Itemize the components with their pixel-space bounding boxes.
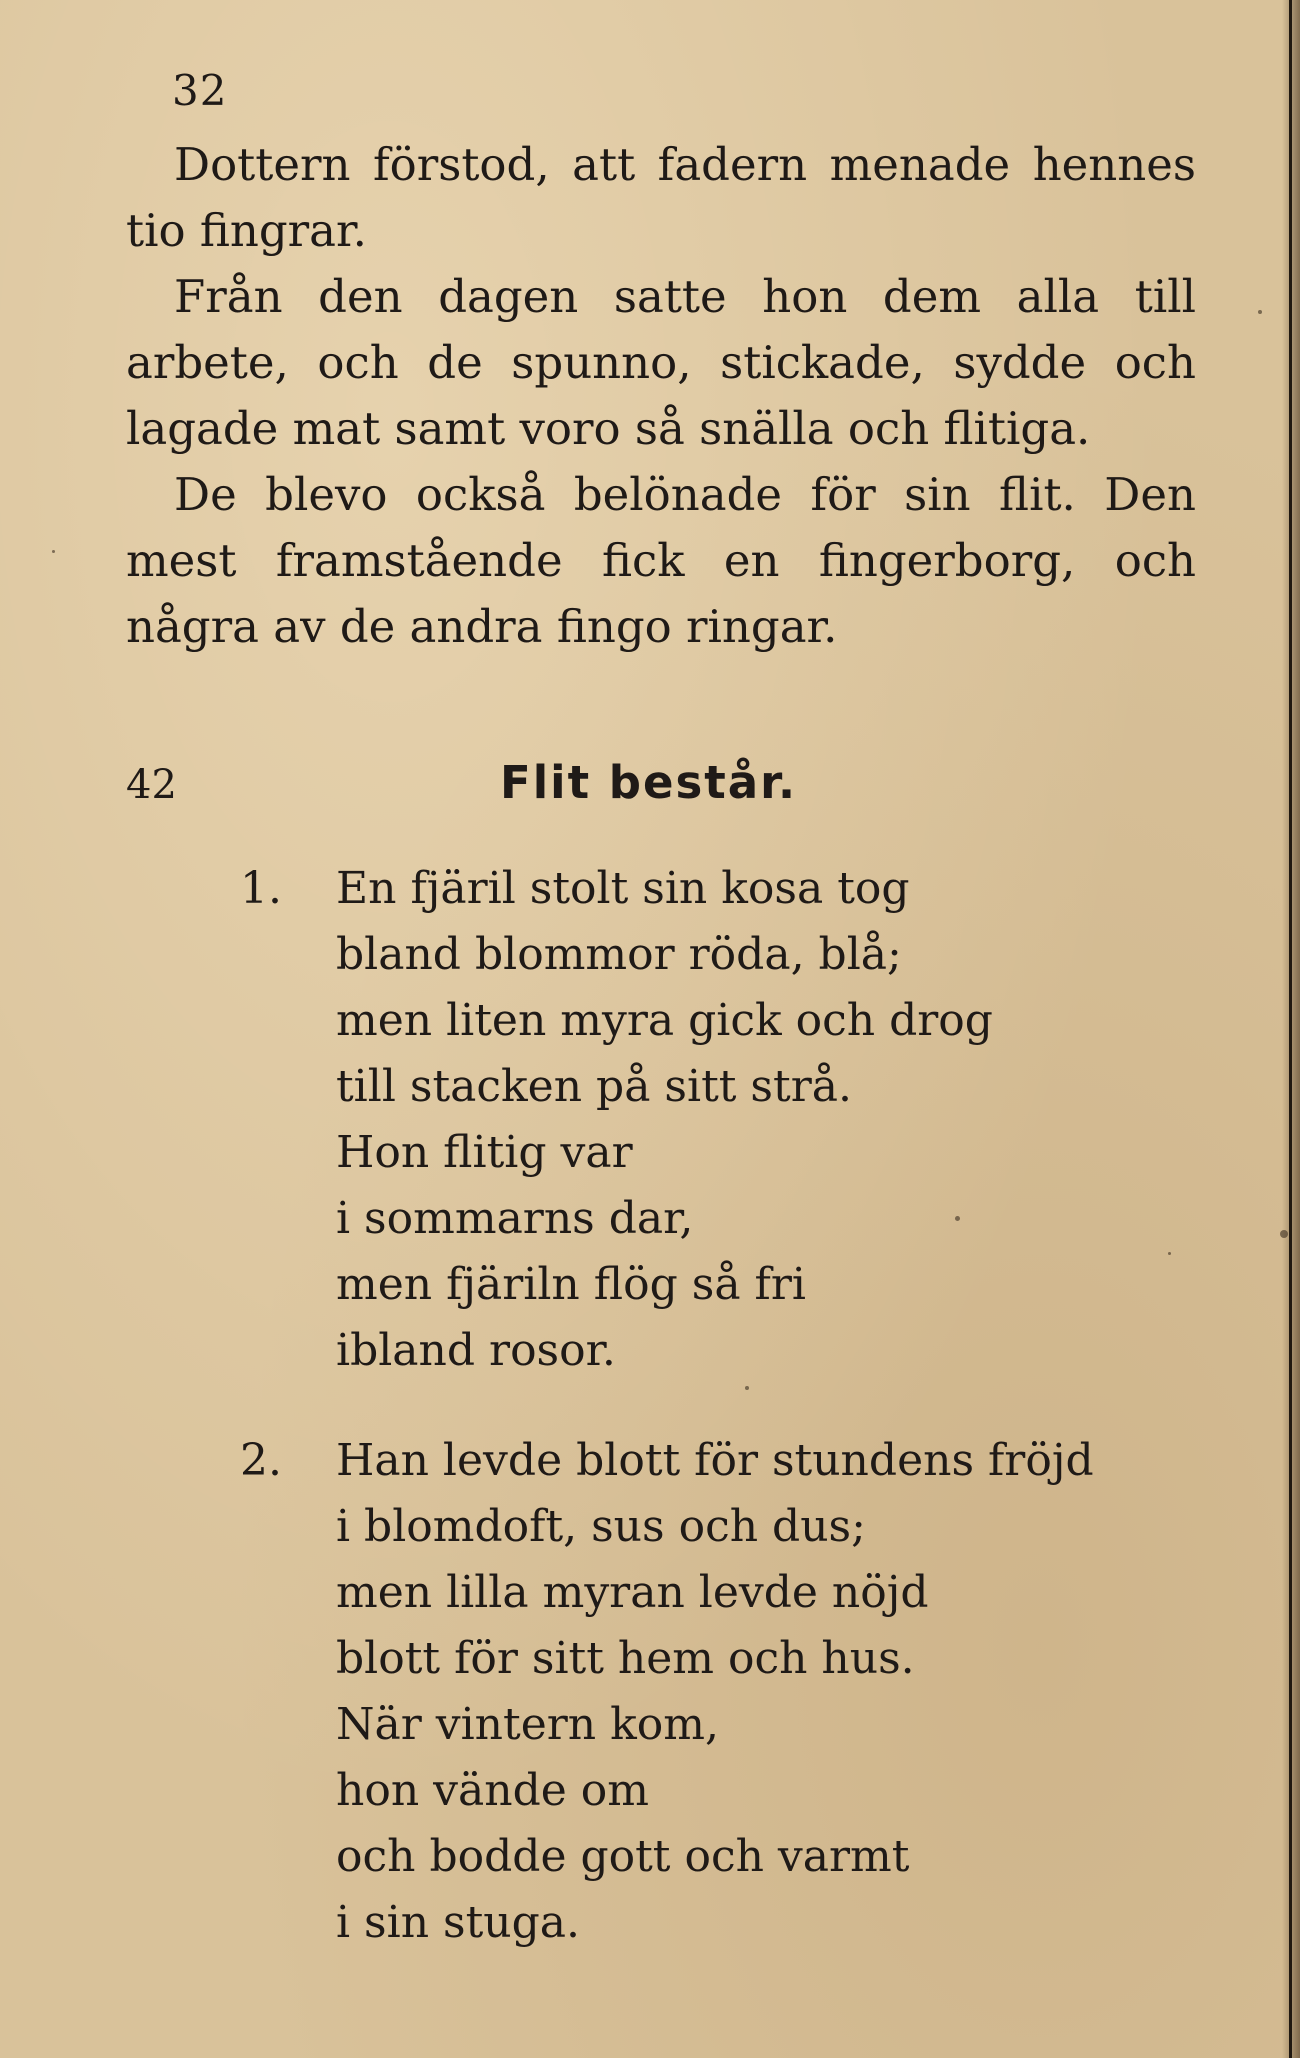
stanza-number: 1. (240, 863, 282, 914)
stanza-number: 2. (240, 1435, 282, 1486)
verse-line: En fjäril stolt sin kosa tog (336, 863, 910, 914)
verse-line: och bodde gott och varmt (336, 1831, 910, 1882)
section-number: 42 (126, 762, 177, 808)
prose-paragraph: Från den dagen satte hon dem alla till arbete, och de spunno, stickade, sydde och lagade mat samt voro så snälla och flitiga. (126, 270, 1196, 455)
verse-line: men lilla myran levde nöjd (336, 1567, 929, 1618)
stanza-lines (336, 856, 993, 1384)
verse-line: ibland rosor. (336, 1325, 616, 1376)
verse-line: i blomdoft, sus och dus; (336, 1501, 866, 1552)
paper-speck (1258, 310, 1262, 314)
verse-line: hon vände om (336, 1765, 649, 1816)
verse-line: i sommarns dar, (336, 1193, 694, 1244)
verse-line: till stacken på sitt strå. (336, 1061, 852, 1112)
paper-speck (52, 550, 55, 553)
prose-paragraph: De blevo också belönade för sin flit. Den mest framstående fick en fingerborg, och några av de andra fingo ringar. (126, 468, 1196, 653)
verse-line: När vintern kom, (336, 1699, 719, 1750)
section-title: Flit består. (500, 756, 798, 809)
paper-speck (955, 1216, 960, 1221)
paper-speck (1168, 1252, 1171, 1255)
page-number: 32 (172, 66, 228, 115)
verse-line: Han levde blott för stundens fröjd (336, 1435, 1094, 1486)
verse-line: men fjäriln flög så fri (336, 1259, 806, 1310)
stanza-lines (336, 1428, 1094, 1956)
paper-speck (745, 1386, 749, 1390)
page-edge-line (1289, 0, 1292, 2058)
verse-line: i sin stuga. (336, 1897, 581, 1948)
verse-line: men liten myra gick och drog (336, 995, 993, 1046)
verse-line: bland blommor röda, blå; (336, 929, 902, 980)
verse-line: Hon flitig var (336, 1127, 633, 1178)
verse-line: blott för sitt hem och hus. (336, 1633, 915, 1684)
prose-paragraph: Dottern förstod, att fadern menade hennes tio fingrar. (126, 138, 1196, 257)
paper-speck (1280, 1230, 1288, 1238)
prose-block (126, 132, 1196, 660)
